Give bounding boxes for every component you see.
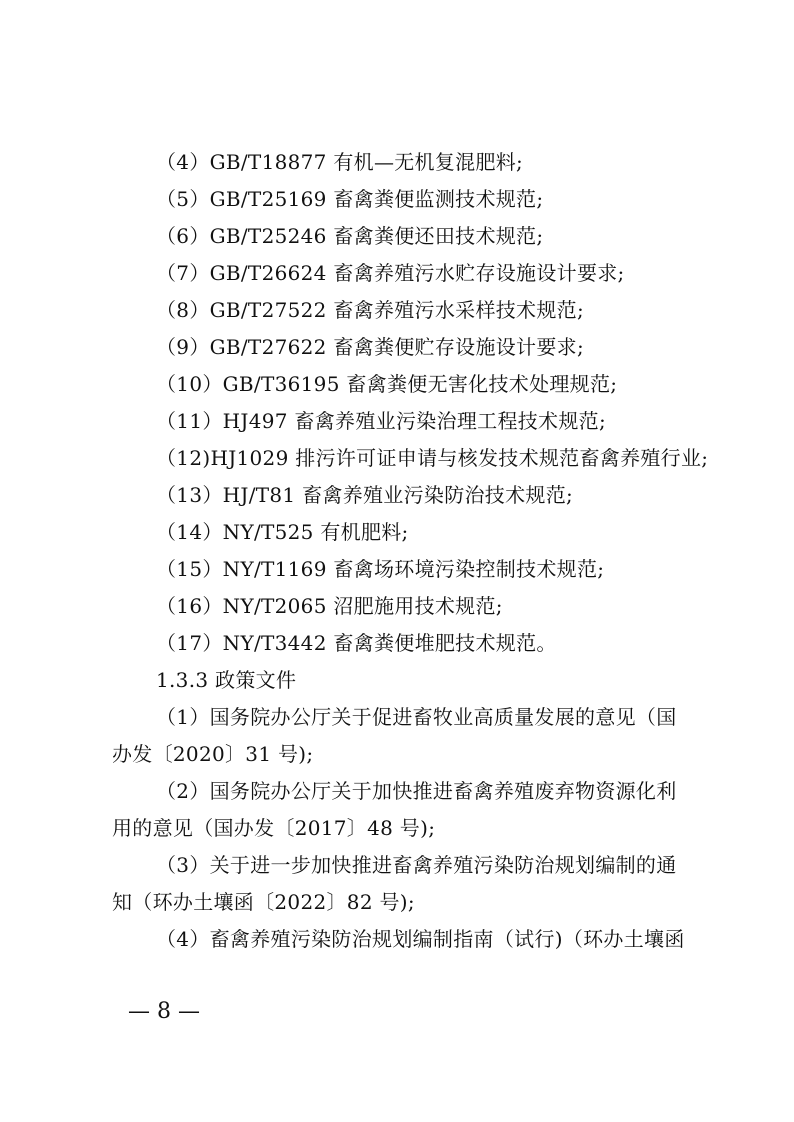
policy-item-1-line-1: （1）国务院办公厅关于促进畜牧业高质量发展的意见（国 [156, 705, 677, 729]
section-heading-policy-documents: 1.3.3 政策文件 [156, 668, 297, 692]
standard-item-6: （6）GB/T25246 畜禽粪便还田技术规范; [156, 224, 544, 248]
standard-item-8: （8）GB/T27522 畜禽养殖污水采样技术规范; [156, 298, 584, 322]
policy-item-3-line-1: （3）关于进一步加快推进畜禽养殖污染防治规划编制的通 [156, 853, 677, 877]
policy-item-2-line-1: （2）国务院办公厅关于加快推进畜禽养殖废弃物资源化利 [156, 779, 677, 803]
policy-item-3-line-2: 知（环办土壤函〔2022〕82 号); [112, 890, 415, 914]
policy-item-1-line-2: 办发〔2020〕31 号); [112, 742, 314, 766]
standard-item-5: （5）GB/T25169 畜禽粪便监测技术规范; [156, 187, 544, 211]
standard-item-9: （9）GB/T27622 畜禽粪便贮存设施设计要求; [156, 335, 584, 359]
standard-item-13: （13）HJ/T81 畜禽养殖业污染防治技术规范; [156, 483, 574, 507]
standard-item-10: （10）GB/T36195 畜禽粪便无害化技术处理规范; [156, 372, 618, 396]
policy-item-2-line-2: 用的意见（国办发〔2017〕48 号); [112, 816, 436, 840]
standard-item-4: （4）GB/T18877 有机—无机复混肥料; [156, 150, 524, 174]
policy-item-4-line-1: （4）畜禽养殖污染防治规划编制指南（试行)（环办土壤函 [156, 927, 685, 951]
page-number: — 8 — [128, 999, 200, 1024]
standard-item-7: （7）GB/T26624 畜禽养殖污水贮存设施设计要求; [156, 261, 625, 285]
standard-item-16: （16）NY/T2065 沼肥施用技术规范; [156, 594, 503, 618]
standard-item-17: （17）NY/T3442 畜禽粪便堆肥技术规范。 [156, 631, 557, 655]
standard-item-14: （14）NY/T525 有机肥料; [156, 520, 409, 544]
standard-item-12: （12)HJ1029 排污许可证申请与核发技术规范畜禽养殖行业; [156, 446, 709, 470]
standard-item-15: （15）NY/T1169 畜禽场环境污染控制技术规范; [156, 557, 605, 581]
standard-item-11: （11）HJ497 畜禽养殖业污染治理工程技术规范; [156, 409, 606, 433]
